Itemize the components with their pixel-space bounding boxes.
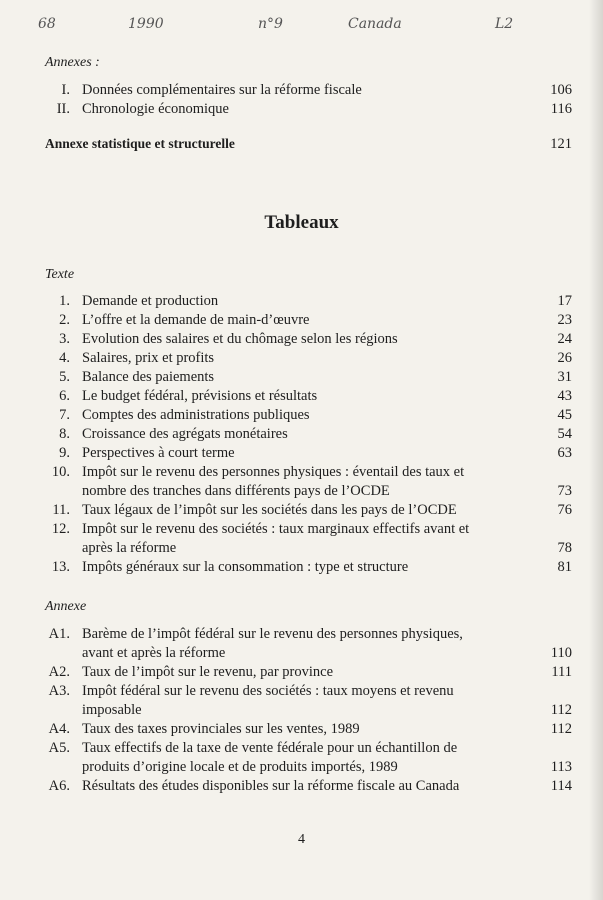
toc-number: II. (56, 101, 70, 117)
toc-page: 113 (550, 759, 572, 775)
toc-number: A3. (48, 683, 70, 699)
toc-number: 4. (59, 350, 70, 366)
toc-label: Chronologie économique (82, 101, 229, 117)
toc-page: 110 (550, 645, 572, 661)
toc-number: 9. (59, 445, 70, 461)
handwritten-note: n°9 (258, 16, 283, 32)
toc-label: Demande et production (82, 293, 219, 309)
toc-number: 3. (59, 331, 70, 347)
toc-label: Croissance des agrégats monétaires (82, 426, 288, 442)
toc-label: Taux des taxes provinciales sur les ventes, 1989 (82, 721, 360, 737)
toc-label: nombre des tranches dans différents pays de l’OCDE (82, 483, 390, 499)
toc-label: Evolution des salaires et du chômage selon les régions (82, 331, 398, 347)
toc-number: 10. (51, 464, 70, 480)
toc-page: 78 (557, 540, 572, 556)
toc-number: 2. (59, 312, 70, 328)
toc-page: 17 (557, 293, 572, 309)
toc-label: Impôts généraux sur la consommation : type et structure (82, 559, 409, 575)
toc-page: 31 (557, 369, 572, 385)
toc-label: avant et après la réforme (82, 645, 226, 661)
toc-label: après la réforme (82, 540, 177, 556)
toc-page: 54 (557, 426, 572, 442)
toc-number: A1. (48, 626, 70, 642)
toc-number: I. (61, 82, 70, 98)
toc-number: 7. (59, 407, 70, 423)
toc-label: Perspectives à court terme (82, 445, 235, 461)
toc-label: Barème de l’impôt fédéral sur le revenu des personnes physiques, (82, 626, 463, 642)
toc-number: 13. (51, 559, 70, 575)
texte-title: Texte (45, 267, 75, 282)
toc-label: Taux effectifs de la taxe de vente fédérale pour un échantillon de (82, 740, 458, 756)
toc-label: Taux de l’impôt sur le revenu, par province (82, 664, 334, 680)
toc-page: 24 (557, 331, 572, 347)
toc-label: Taux légaux de l’impôt sur les sociétés dans les pays de l’OCDE (82, 502, 457, 518)
toc-number: 11. (52, 502, 70, 518)
toc-label: Données complémentaires sur la réforme fiscale (82, 82, 362, 98)
toc-label: Résultats des études disponibles sur la réforme fiscale au Canada (82, 778, 460, 794)
toc-page: 112 (550, 702, 572, 718)
toc-page: 81 (557, 559, 572, 575)
toc-label: Balance des paiements (82, 369, 215, 385)
handwritten-note: L2 (495, 16, 514, 32)
handwritten-note: Canada (348, 16, 402, 32)
toc-page: 43 (557, 388, 572, 404)
toc-page: 73 (557, 483, 572, 499)
handwritten-note: 68 (38, 16, 56, 32)
toc-number: 5. (59, 369, 70, 385)
toc-label: Le budget fédéral, prévisions et résultats (82, 388, 318, 404)
toc-number: 12. (51, 521, 70, 537)
toc-page: 116 (550, 101, 572, 117)
annexe-title: Annexe (45, 599, 87, 614)
toc-label: Impôt sur le revenu des personnes physiques : éventail des taux et (82, 464, 465, 480)
toc-label: produits d’origine locale et de produits importés, 1989 (82, 759, 398, 775)
toc-number: A5. (48, 740, 70, 756)
handwritten-note: 1990 (128, 16, 164, 32)
toc-page: 121 (550, 136, 572, 152)
toc-label: Impôt sur le revenu des sociétés : taux marginaux effectifs avant et (82, 521, 470, 537)
toc-number: A2. (48, 664, 70, 680)
toc-label: Annexe statistique et structurelle (45, 136, 235, 151)
toc-number: 6. (59, 388, 70, 404)
toc-number: A4. (48, 721, 70, 737)
toc-label: Impôt fédéral sur le revenu des sociétés : taux moyens et revenu (82, 683, 454, 699)
page-edge-shadow (589, 0, 603, 900)
toc-number: A6. (48, 778, 70, 794)
toc-page: 111 (551, 664, 572, 680)
toc-label: Comptes des administrations publiques (82, 407, 310, 423)
toc-page: 26 (557, 350, 572, 366)
toc-row-stat (45, 136, 572, 152)
toc-number: 1. (59, 293, 70, 309)
toc-number: 8. (59, 426, 70, 442)
page-number: 4 (298, 832, 305, 847)
toc-page: 114 (550, 778, 572, 794)
annexes-title: Annexes : (45, 55, 100, 70)
toc-page: 23 (557, 312, 572, 328)
toc-page: 106 (550, 82, 572, 98)
toc-page: 45 (557, 407, 572, 423)
toc-page: 112 (550, 721, 572, 737)
toc-page: 63 (557, 445, 572, 461)
toc-label: L’offre et la demande de main-d’œuvre (82, 312, 310, 328)
toc-label: Salaires, prix et profits (82, 350, 215, 366)
toc-label: imposable (82, 702, 142, 718)
toc-page: 76 (557, 502, 572, 518)
page-heading: Tableaux (264, 212, 339, 233)
